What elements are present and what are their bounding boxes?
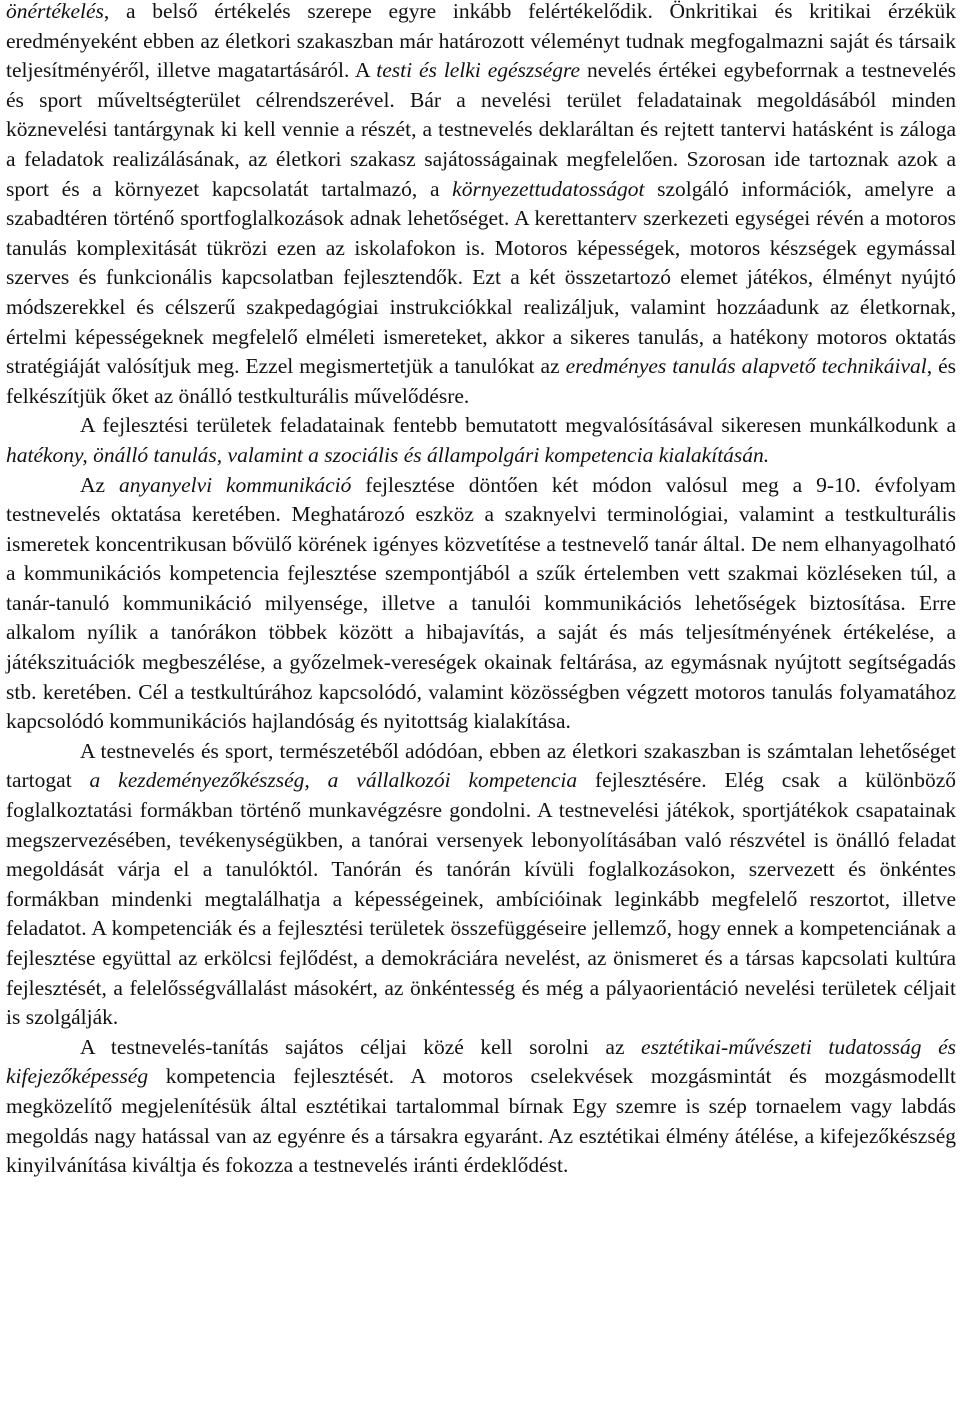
run: fejlesztésére. Elég csak a különböző foglalkoztatási formákban történő munkavégzésre gondolni. A testnevelési játékok, sportjátékok csapatainak megszervezésében, tevékenységükben, a tanórai versenyek lebonyolításában való részvétel is önálló feladat megoldását várja el a tanulóktól. Tanórán és tanórán kívüli foglalkozásokon, szervezett és önkéntes formákban mindenki megtalálhatja a képességeinek, ambícióinak leginkább megfelelő reszortot, illetve feladatot. A kompetenciák és a fejlesztési területek összefüggéseire jellemző, hogy ennek a kompetenciának a fejlesztése együttal az erkölcsi fejlődést, a demokráciára nevelést, az önismeret és a társas kapcsolati kultúra fejlesztését, a felelősségvállalást másokért, az önkéntesség és még a pályaorientáció nevelési területek céljait is szolgálják. (6, 768, 956, 1030)
run: esztétikai-művészeti tudatosság és kifejezőképesség (6, 1034, 956, 1089)
paragraph-2 (6, 411, 956, 470)
paragraph-5 (6, 1033, 956, 1181)
run: hatékony, önálló tanulás, valamint a szociális és állampolgári kompetencia kialakításán. (6, 442, 770, 467)
paragraph-1 (6, 0, 956, 411)
paragraph-4 (6, 737, 956, 1033)
run: szolgáló információk, amelyre a szabadtéren történő sportfoglalkozások adnak lehetőséget. A kerettanterv szerkezeti egységei révén a motoros tanulás komplexitását tükrözi ezen az iskolafokon is. Motoros képességek, motoros készségek egymással szerves és funkcionális kapcsolatban fejlesztendők. Ezt a két összetartozó elemet játékos, élményt nyújtó módszerekkel és célszerű szakpedagógiai instrukciókkal realizáljuk, valamint hozzáadunk az életkornak, értelmi képességeknek megfelelő elméleti ismereteket, akkor a sikeres tanulás, a hatékony motoros oktatás stratégiáját valósítjuk meg. Ezzel megismertetjük a tanulókat az (6, 176, 956, 379)
run: a kezdeményezőkészség, a vállalkozói kompetencia (89, 768, 578, 793)
run: , és felkészítjük őket az önálló testkulturális művelődésre. (6, 354, 957, 408)
run: fejlesztése döntően két módon valósul meg a 9-10. évfolyam testnevelés oktatása keretében. Meghatározó eszköz a szaknyelvi terminológiai, valamint a testkulturális ismeretek koncentrikusan bővülő körének igényes közvetítése a testnevelő tanár által. De nem elhanyagolható a kommunikációs kompetencia fejlesztése szempontjából a szűk értelemben vett szakmai közléseken túl, a tanár-tanuló kommunikáció milyensége, illetve a tanulói kommunikációs lehetőségek biztosítása. Erre alkalom nyílik a tanórákon többek között a hibajavítás, a saját és más teljesítményének értékelése, a játékszituációk megbeszélése, a győzelmek-vereségek okainak feltárása, az egymásnak nyújtott segítségadás stb. keretében. Cél a testkultúrához kapcsolódó, valamint közösségben végzett motoros tanulás folyamatához kapcsolódó kommunikációs hajlandóság és nyitottság kialakítása. (6, 472, 956, 734)
run: önértékelés (6, 0, 104, 23)
run: A testnevelés és sport, természetéből adódóan, ebben az életkori szakaszban is számtalan lehetőséget tartogat (6, 738, 956, 793)
run: , a belső értékelés szerepe egyre inkább felértékelődik. Önkritikai és kritikai érzékük eredményeként ebben az életkori szakaszban már határozott véleményt tudnak megfogalmazni saját és társaik teljesítményéről, illetve magatartásáról. A (6, 0, 956, 83)
run: környezettudatosságot (452, 176, 645, 201)
run: A fejlesztési területek feladatainak fentebb bemutatott megvalósításával sikeresen munkálkodunk a (80, 413, 956, 438)
run: eredményes tanulás alapvető technikáival (565, 354, 927, 379)
paragraph-3 (6, 471, 956, 737)
run: testi és lelki egészségre (376, 58, 581, 83)
run: kompetencia fejlesztését. A motoros cselekvések mozgásmintát és mozgásmodellt megközelítő megjelenítésük által esztétikai tartalommal bírnak Egy szemre is szép tornaelem vagy labdás megoldás nagy hatással van az egyénre és a társakra egyaránt. Az esztétikai élmény átélése, a kifejezőkészség kinyilvánítása kiváltja és fokozza a testnevelés iránti érdeklődést. (6, 1064, 956, 1178)
run: anyanyelvi kommunikáció (118, 472, 352, 497)
run: nevelés értékei egybeforrnak a testnevelés és sport műveltségterület célrendszerével. Bár a nevelési terület feladatainak megoldásából minden köznevelési tantárgynak ki kell vennie a részét, a testnevelés deklaráltan és rejtett tantervi hatásként is záloga a feladatok realizálásának, az életkori szakasz sajátosságainak megfelelően. Szorosan ide tartoznak azok a sport és a környezet kapcsolatát tartalmazó, a (6, 58, 956, 201)
run: Az (80, 472, 119, 497)
run: A testnevelés-tanítás sajátos céljai közé kell sorolni az (80, 1034, 642, 1059)
